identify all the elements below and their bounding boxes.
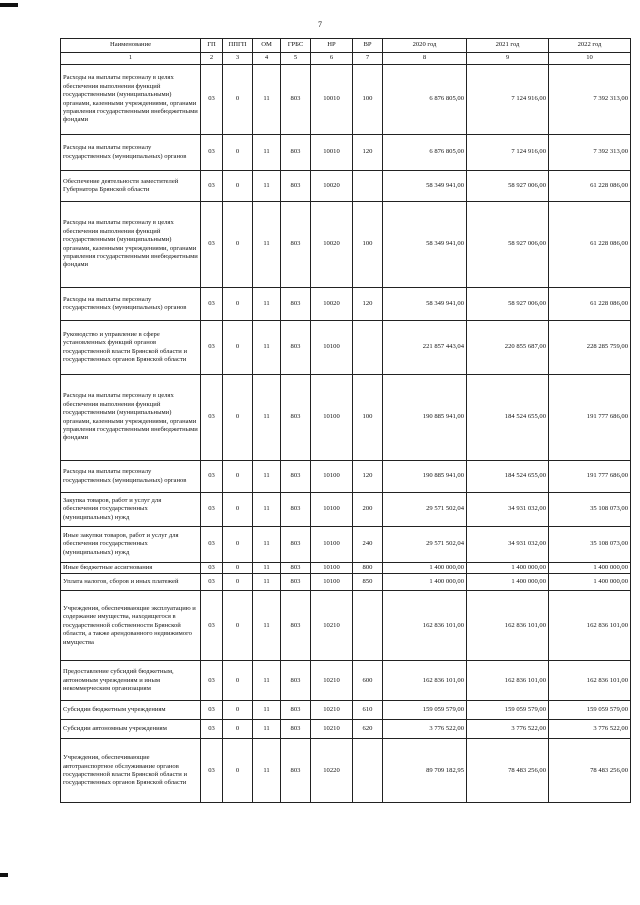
table-row bbox=[61, 661, 631, 701]
grbs-code: 803 bbox=[281, 321, 311, 375]
vr-code: 100 bbox=[353, 202, 383, 288]
table-header bbox=[61, 39, 631, 65]
column-number: 4 bbox=[253, 53, 281, 65]
column-header: 2022 год bbox=[549, 39, 631, 53]
header-row bbox=[61, 39, 631, 53]
gp-code: 03 bbox=[201, 591, 223, 661]
row-name: Обеспечение деятельности заместителей Губернатора Брянской области bbox=[61, 171, 201, 202]
grbs-code: 803 bbox=[281, 493, 311, 527]
amount-2020: 190 885 941,00 bbox=[383, 375, 467, 461]
page-number: 7 bbox=[318, 20, 322, 29]
amount-2022: 1 400 000,00 bbox=[549, 563, 631, 574]
amount-2021: 162 836 101,00 bbox=[467, 591, 549, 661]
table-row bbox=[61, 574, 631, 591]
vr-code: 200 bbox=[353, 493, 383, 527]
gp-code: 03 bbox=[201, 527, 223, 563]
amount-2021: 34 931 032,00 bbox=[467, 493, 549, 527]
column-number: 10 bbox=[549, 53, 631, 65]
page-edge-mark bbox=[0, 3, 18, 7]
vr-code: 610 bbox=[353, 701, 383, 720]
amount-2022: 1 400 000,00 bbox=[549, 574, 631, 591]
column-header: ГРБС bbox=[281, 39, 311, 53]
gp-code: 03 bbox=[201, 563, 223, 574]
om-code: 11 bbox=[253, 574, 281, 591]
ppgp-code: 0 bbox=[223, 527, 253, 563]
ppgp-code: 0 bbox=[223, 135, 253, 171]
gp-code: 03 bbox=[201, 720, 223, 739]
vr-code: 100 bbox=[353, 65, 383, 135]
om-code: 11 bbox=[253, 563, 281, 574]
ppgp-code: 0 bbox=[223, 574, 253, 591]
table-row bbox=[61, 171, 631, 202]
amount-2021: 162 836 101,00 bbox=[467, 661, 549, 701]
nr-code: 10210 bbox=[311, 661, 353, 701]
gp-code: 03 bbox=[201, 288, 223, 321]
table-row bbox=[61, 202, 631, 288]
amount-2020: 162 836 101,00 bbox=[383, 661, 467, 701]
amount-2020: 29 571 502,04 bbox=[383, 493, 467, 527]
table-row bbox=[61, 65, 631, 135]
table-row bbox=[61, 527, 631, 563]
gp-code: 03 bbox=[201, 321, 223, 375]
column-number: 3 bbox=[223, 53, 253, 65]
ppgp-code: 0 bbox=[223, 171, 253, 202]
om-code: 11 bbox=[253, 461, 281, 493]
row-name: Субсидии автономным учреждениям bbox=[61, 720, 201, 739]
nr-code: 10210 bbox=[311, 720, 353, 739]
ppgp-code: 0 bbox=[223, 461, 253, 493]
om-code: 11 bbox=[253, 171, 281, 202]
grbs-code: 803 bbox=[281, 461, 311, 493]
vr-code: 240 bbox=[353, 527, 383, 563]
column-number: 6 bbox=[311, 53, 353, 65]
amount-2022: 78 483 256,00 bbox=[549, 739, 631, 803]
amount-2021: 7 124 916,00 bbox=[467, 65, 549, 135]
amount-2020: 89 709 182,95 bbox=[383, 739, 467, 803]
table-row bbox=[61, 288, 631, 321]
amount-2022: 228 285 759,00 bbox=[549, 321, 631, 375]
nr-code: 10100 bbox=[311, 527, 353, 563]
table-row bbox=[61, 321, 631, 375]
vr-code: 120 bbox=[353, 288, 383, 321]
table-row bbox=[61, 461, 631, 493]
nr-code: 10020 bbox=[311, 202, 353, 288]
om-code: 11 bbox=[253, 591, 281, 661]
table-row bbox=[61, 563, 631, 574]
amount-2022: 191 777 686,00 bbox=[549, 375, 631, 461]
table-row bbox=[61, 375, 631, 461]
table-row bbox=[61, 739, 631, 803]
om-code: 11 bbox=[253, 321, 281, 375]
amount-2020: 3 776 522,00 bbox=[383, 720, 467, 739]
table-row bbox=[61, 493, 631, 527]
amount-2021: 34 931 032,00 bbox=[467, 527, 549, 563]
nr-code: 10100 bbox=[311, 493, 353, 527]
row-name: Субсидии бюджетным учреждениям bbox=[61, 701, 201, 720]
amount-2020: 58 349 941,00 bbox=[383, 171, 467, 202]
column-header: НР bbox=[311, 39, 353, 53]
ppgp-code: 0 bbox=[223, 288, 253, 321]
grbs-code: 803 bbox=[281, 171, 311, 202]
amount-2022: 7 392 313,00 bbox=[549, 135, 631, 171]
ppgp-code: 0 bbox=[223, 375, 253, 461]
nr-code: 10100 bbox=[311, 574, 353, 591]
row-name: Учреждения, обеспечивающие эксплуатацию и содержание имущества, находящегося в государственной собственности Брянской области, а также арендованного недвижимого имущества bbox=[61, 591, 201, 661]
gp-code: 03 bbox=[201, 202, 223, 288]
amount-2022: 162 836 101,00 bbox=[549, 591, 631, 661]
ppgp-code: 0 bbox=[223, 591, 253, 661]
gp-code: 03 bbox=[201, 493, 223, 527]
column-header: 2021 год bbox=[467, 39, 549, 53]
amount-2021: 159 059 579,00 bbox=[467, 701, 549, 720]
amount-2021: 7 124 916,00 bbox=[467, 135, 549, 171]
amount-2020: 58 349 941,00 bbox=[383, 202, 467, 288]
gp-code: 03 bbox=[201, 574, 223, 591]
page-edge-mark bbox=[0, 873, 8, 877]
grbs-code: 803 bbox=[281, 135, 311, 171]
amount-2020: 159 059 579,00 bbox=[383, 701, 467, 720]
column-number-row bbox=[61, 53, 631, 65]
amount-2020: 1 400 000,00 bbox=[383, 563, 467, 574]
grbs-code: 803 bbox=[281, 375, 311, 461]
amount-2020: 6 876 805,00 bbox=[383, 65, 467, 135]
amount-2020: 58 349 941,00 bbox=[383, 288, 467, 321]
vr-code bbox=[353, 739, 383, 803]
amount-2021: 184 524 655,00 bbox=[467, 375, 549, 461]
column-header: ОМ bbox=[253, 39, 281, 53]
gp-code: 03 bbox=[201, 701, 223, 720]
ppgp-code: 0 bbox=[223, 661, 253, 701]
nr-code: 10100 bbox=[311, 321, 353, 375]
vr-code bbox=[353, 171, 383, 202]
grbs-code: 803 bbox=[281, 720, 311, 739]
ppgp-code: 0 bbox=[223, 493, 253, 527]
gp-code: 03 bbox=[201, 661, 223, 701]
gp-code: 03 bbox=[201, 171, 223, 202]
vr-code: 120 bbox=[353, 461, 383, 493]
ppgp-code: 0 bbox=[223, 321, 253, 375]
gp-code: 03 bbox=[201, 461, 223, 493]
nr-code: 10010 bbox=[311, 65, 353, 135]
grbs-code: 803 bbox=[281, 701, 311, 720]
om-code: 11 bbox=[253, 527, 281, 563]
amount-2022: 61 228 086,00 bbox=[549, 202, 631, 288]
column-header: 2020 год bbox=[383, 39, 467, 53]
amount-2021: 58 927 006,00 bbox=[467, 202, 549, 288]
amount-2022: 61 228 086,00 bbox=[549, 171, 631, 202]
row-name: Уплата налогов, сборов и иных платежей bbox=[61, 574, 201, 591]
amount-2020: 221 857 443,04 bbox=[383, 321, 467, 375]
ppgp-code: 0 bbox=[223, 720, 253, 739]
vr-code: 600 bbox=[353, 661, 383, 701]
vr-code: 850 bbox=[353, 574, 383, 591]
om-code: 11 bbox=[253, 661, 281, 701]
grbs-code: 803 bbox=[281, 288, 311, 321]
amount-2021: 184 524 655,00 bbox=[467, 461, 549, 493]
amount-2022: 61 228 086,00 bbox=[549, 288, 631, 321]
amount-2022: 35 108 073,00 bbox=[549, 527, 631, 563]
row-name: Предоставление субсидий бюджетным, автономным учреждениям и иным некоммерческим организациям bbox=[61, 661, 201, 701]
column-number: 8 bbox=[383, 53, 467, 65]
row-name: Расходы на выплаты персоналу в целях обеспечения выполнения функций государственными (муниципальными) органами, казенными учреждениями, органами управления государственными внебюджетными фондами bbox=[61, 202, 201, 288]
gp-code: 03 bbox=[201, 65, 223, 135]
grbs-code: 803 bbox=[281, 65, 311, 135]
amount-2021: 58 927 006,00 bbox=[467, 171, 549, 202]
amount-2021: 78 483 256,00 bbox=[467, 739, 549, 803]
ppgp-code: 0 bbox=[223, 701, 253, 720]
grbs-code: 803 bbox=[281, 202, 311, 288]
column-number: 1 bbox=[61, 53, 201, 65]
nr-code: 10210 bbox=[311, 701, 353, 720]
grbs-code: 803 bbox=[281, 591, 311, 661]
grbs-code: 803 bbox=[281, 574, 311, 591]
nr-code: 10100 bbox=[311, 563, 353, 574]
vr-code: 800 bbox=[353, 563, 383, 574]
grbs-code: 803 bbox=[281, 661, 311, 701]
row-name: Закупка товаров, работ и услуг для обеспечения государственных (муниципальных) нужд bbox=[61, 493, 201, 527]
gp-code: 03 bbox=[201, 739, 223, 803]
row-name: Расходы на выплаты персоналу в целях обеспечения выполнения функций государственными (муниципальными) органами, казенными учреждениями, органами управления государственными внебюджетными фондами bbox=[61, 65, 201, 135]
ppgp-code: 0 bbox=[223, 65, 253, 135]
amount-2021: 1 400 000,00 bbox=[467, 563, 549, 574]
amount-2022: 162 836 101,00 bbox=[549, 661, 631, 701]
nr-code: 10010 bbox=[311, 135, 353, 171]
amount-2020: 190 885 941,00 bbox=[383, 461, 467, 493]
row-name: Расходы на выплаты персоналу в целях обеспечения выполнения функций государственными (муниципальными) органами, казенными учреждениями, органами управления государственными внебюджетными фондами bbox=[61, 375, 201, 461]
column-number: 5 bbox=[281, 53, 311, 65]
column-header: ВР bbox=[353, 39, 383, 53]
row-name: Учреждения, обеспечивающие автотранспортное обслуживание органов государственной власти Брянской области и государственных органов Брянской области bbox=[61, 739, 201, 803]
amount-2022: 159 059 579,00 bbox=[549, 701, 631, 720]
vr-code bbox=[353, 591, 383, 661]
nr-code: 10020 bbox=[311, 288, 353, 321]
row-name: Расходы на выплаты персоналу государственных (муниципальных) органов bbox=[61, 461, 201, 493]
nr-code: 10220 bbox=[311, 739, 353, 803]
nr-code: 10210 bbox=[311, 591, 353, 661]
table-row bbox=[61, 135, 631, 171]
nr-code: 10100 bbox=[311, 375, 353, 461]
row-name: Иные закупки товаров, работ и услуг для обеспечения государственных (муниципальных) нужд bbox=[61, 527, 201, 563]
vr-code: 120 bbox=[353, 135, 383, 171]
column-number: 2 bbox=[201, 53, 223, 65]
ppgp-code: 0 bbox=[223, 739, 253, 803]
amount-2022: 35 108 073,00 bbox=[549, 493, 631, 527]
row-name: Расходы на выплаты персоналу государственных (муниципальных) органов bbox=[61, 135, 201, 171]
amount-2021: 1 400 000,00 bbox=[467, 574, 549, 591]
nr-code: 10100 bbox=[311, 461, 353, 493]
amount-2020: 6 876 805,00 bbox=[383, 135, 467, 171]
grbs-code: 803 bbox=[281, 563, 311, 574]
vr-code: 100 bbox=[353, 375, 383, 461]
amount-2022: 7 392 313,00 bbox=[549, 65, 631, 135]
budget-table bbox=[60, 38, 631, 803]
amount-2020: 162 836 101,00 bbox=[383, 591, 467, 661]
column-header: ГП bbox=[201, 39, 223, 53]
amount-2022: 191 777 686,00 bbox=[549, 461, 631, 493]
om-code: 11 bbox=[253, 135, 281, 171]
amount-2021: 3 776 522,00 bbox=[467, 720, 549, 739]
row-name: Расходы на выплаты персоналу государственных (муниципальных) органов bbox=[61, 288, 201, 321]
amount-2021: 220 855 687,00 bbox=[467, 321, 549, 375]
row-name: Руководство и управление в сфере установленных функций органов государственной власти Брянской области и государственных органов Брянской области bbox=[61, 321, 201, 375]
gp-code: 03 bbox=[201, 135, 223, 171]
ppgp-code: 0 bbox=[223, 563, 253, 574]
amount-2021: 58 927 006,00 bbox=[467, 288, 549, 321]
amount-2020: 29 571 502,04 bbox=[383, 527, 467, 563]
om-code: 11 bbox=[253, 720, 281, 739]
column-header: ППГП bbox=[223, 39, 253, 53]
table-row bbox=[61, 720, 631, 739]
gp-code: 03 bbox=[201, 375, 223, 461]
nr-code: 10020 bbox=[311, 171, 353, 202]
vr-code: 620 bbox=[353, 720, 383, 739]
amount-2020: 1 400 000,00 bbox=[383, 574, 467, 591]
om-code: 11 bbox=[253, 65, 281, 135]
row-name: Иные бюджетные ассигнования bbox=[61, 563, 201, 574]
column-number: 7 bbox=[353, 53, 383, 65]
ppgp-code: 0 bbox=[223, 202, 253, 288]
grbs-code: 803 bbox=[281, 527, 311, 563]
om-code: 11 bbox=[253, 739, 281, 803]
om-code: 11 bbox=[253, 701, 281, 720]
vr-code bbox=[353, 321, 383, 375]
om-code: 11 bbox=[253, 375, 281, 461]
grbs-code: 803 bbox=[281, 739, 311, 803]
om-code: 11 bbox=[253, 493, 281, 527]
column-number: 9 bbox=[467, 53, 549, 65]
om-code: 11 bbox=[253, 288, 281, 321]
table-body bbox=[61, 65, 631, 803]
table-row bbox=[61, 701, 631, 720]
table-row bbox=[61, 591, 631, 661]
om-code: 11 bbox=[253, 202, 281, 288]
amount-2022: 3 776 522,00 bbox=[549, 720, 631, 739]
column-header: Наименование bbox=[61, 39, 201, 53]
